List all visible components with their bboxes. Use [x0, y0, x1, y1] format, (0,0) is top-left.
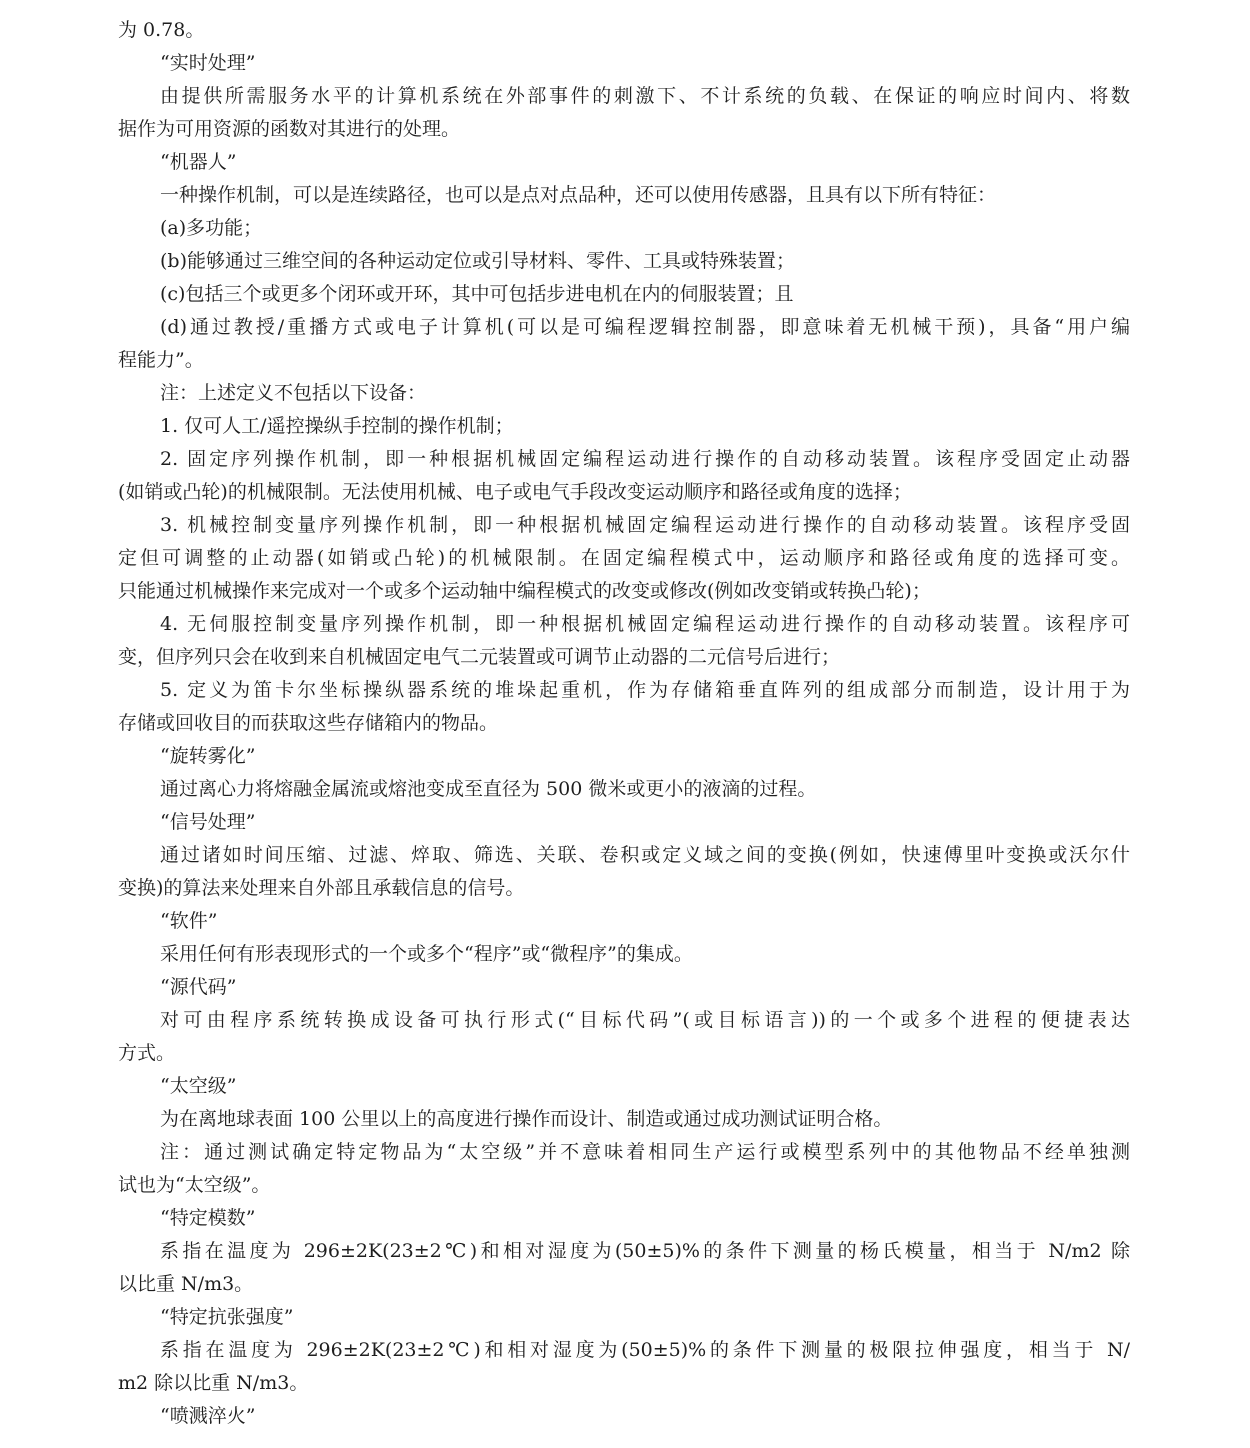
- text-line: 注：通过测试确定特定物品为“太空级”并不意味着相同生产运行或模型系列中的其他物品不经单独测: [160, 1141, 1130, 1163]
- text-line: 程能力”。: [118, 349, 204, 371]
- text-line: 3. 机械控制变量序列操作机制，即一种根据机械固定编程运动进行操作的自动移动装置。该程序受固: [160, 514, 1130, 536]
- text-line: 为 0.78。: [118, 19, 205, 41]
- text-line: 只能通过机械操作来完成对一个或多个运动轴中编程模式的改变或修改(例如改变销或转换凸轮)；: [118, 580, 931, 602]
- term-heading: “软件”: [160, 910, 218, 932]
- text-line: 5. 定义为笛卡尔坐标操纵器系统的堆垛起重机，作为存储箱垂直阵列的组成部分而制造，设计用于为: [160, 679, 1130, 701]
- text-line: (b)能够通过三维空间的各种运动定位或引导材料、零件、工具或特殊装置；: [160, 250, 795, 272]
- term-heading: “信号处理”: [160, 811, 256, 833]
- text-line: 变换)的算法来处理来自外部且承载信息的信号。: [118, 877, 525, 899]
- text-line: 系指在温度为 296±2K(23±2℃)和相对湿度为(50±5)%的条件下测量的杨氏模量，相当于 N/m2 除: [160, 1240, 1130, 1262]
- text-line: 注：上述定义不包括以下设备：: [160, 382, 427, 404]
- text-line: 1. 仅可人工/遥控操纵手控制的操作机制；: [160, 415, 514, 437]
- text-line: (d)通过教授/重播方式或电子计算机(可以是可编程逻辑控制器，即意味着无机械干预)，具备“用户编: [160, 316, 1130, 338]
- text-line: (如销或凸轮)的机械限制。无法使用机械、电子或电气手段改变运动顺序和路径或角度的选择；: [118, 481, 912, 503]
- text-line: 对可由程序系统转换成设备可执行形式(“目标代码”(或目标语言))的一个或多个进程的便捷表达: [160, 1009, 1130, 1031]
- term-heading: “特定模数”: [160, 1207, 256, 1229]
- term-heading: “太空级”: [160, 1075, 237, 1097]
- text-line: 以比重 N/m3。: [118, 1273, 254, 1295]
- text-line: 定但可调整的止动器(如销或凸轮)的机械限制。在固定编程模式中，运动顺序和路径或角度的选择可变。: [118, 547, 1130, 569]
- text-line: 变，但序列只会在收到来自机械固定电气二元装置或可调节止动器的二元信号后进行；: [118, 646, 841, 668]
- text-line: m2 除以比重 N/m3。: [118, 1372, 309, 1394]
- text-line: 4. 无伺服控制变量序列操作机制，即一种根据机械固定编程运动进行操作的自动移动装置。该程序可: [160, 613, 1130, 635]
- text-line: 一种操作机制，可以是连续路径，也可以是点对点品种，还可以使用传感器，且具有以下所有特征：: [160, 184, 997, 206]
- text-line: 2. 固定序列操作机制，即一种根据机械固定编程运动进行操作的自动移动装置。该程序受固定止动器: [160, 448, 1130, 470]
- text-line: 由提供所需服务水平的计算机系统在外部事件的刺激下、不计系统的负载、在保证的响应时间内、将数: [160, 85, 1130, 107]
- text-line: 通过离心力将熔融金属流或熔池变成至直径为 500 微米或更小的液滴的过程。: [160, 778, 817, 800]
- term-heading: “喷溅淬火”: [160, 1405, 256, 1427]
- text-line: (c)包括三个或更多个闭环或开环，其中可包括步进电机在内的伺服装置；且: [160, 283, 794, 305]
- text-line: 采用任何有形表现形式的一个或多个“程序”或“微程序”的集成。: [160, 943, 693, 965]
- term-heading: “源代码”: [160, 976, 237, 998]
- text-line: 方式。: [118, 1042, 176, 1064]
- text-line: 据作为可用资源的函数对其进行的处理。: [118, 118, 461, 140]
- term-heading: “旋转雾化”: [160, 745, 256, 767]
- text-line: 试也为“太空级”。: [118, 1174, 271, 1196]
- term-heading: “特定抗张强度”: [160, 1306, 294, 1328]
- text-line: 系指在温度为 296±2K(23±2℃)和相对湿度为(50±5)%的条件下测量的极限拉伸强度，相当于 N/: [160, 1339, 1130, 1361]
- term-heading: “实时处理”: [160, 52, 256, 74]
- text-line: 为在离地球表面 100 公里以上的高度进行操作而设计、制造或通过成功测试证明合格。: [160, 1108, 893, 1130]
- text-line: 通过诸如时间压缩、过滤、焠取、筛选、关联、卷积或定义域之间的变换(例如，快速傅里叶变换或沃尔什: [160, 844, 1130, 866]
- term-heading: “机器人”: [160, 151, 237, 173]
- text-line: (a)多功能；: [160, 217, 263, 239]
- text-line: 存储或回收目的而获取这些存储箱内的物品。: [118, 712, 499, 734]
